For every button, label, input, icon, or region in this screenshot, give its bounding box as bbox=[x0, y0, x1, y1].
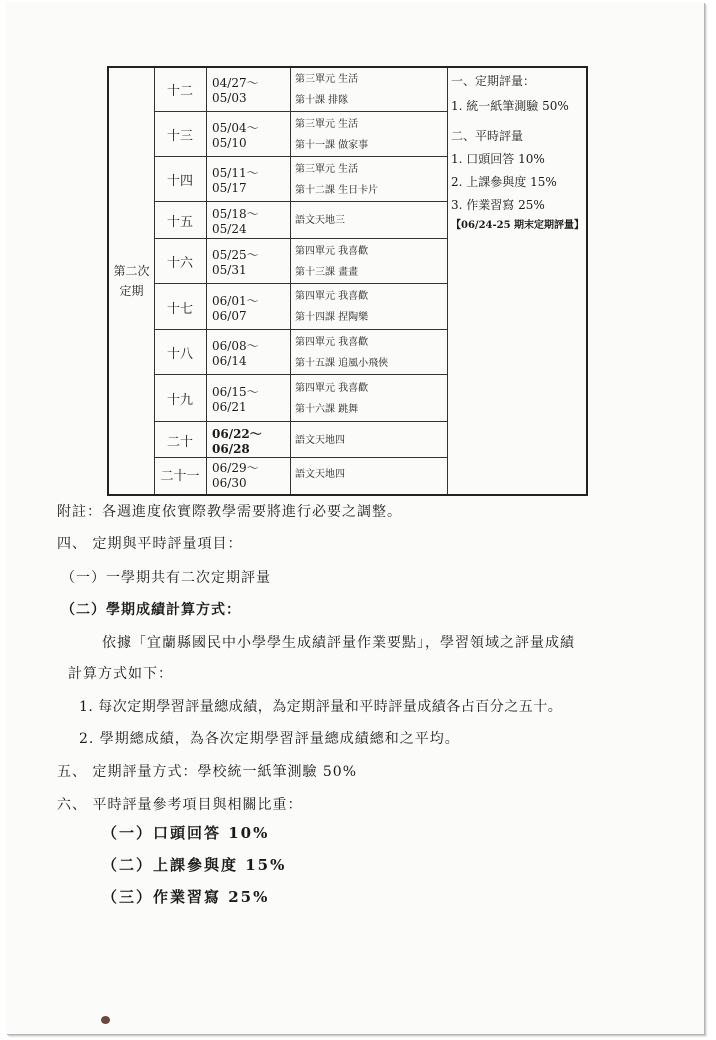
table-row bbox=[154, 329, 447, 375]
footnote: 附註：各週進度依實際教學需要將進行必要之調整。 bbox=[57, 504, 402, 520]
section-6-heading: 六、 平時評量參考項目與相關比重： bbox=[57, 797, 303, 813]
lesson-text: 第十四課 捏陶樂 bbox=[295, 312, 369, 323]
paper-speck bbox=[101, 1016, 110, 1024]
unit-text: 第四單元 我喜歡 bbox=[295, 245, 369, 257]
exam-date-note: 【06/24-25 期末定期評量】 bbox=[451, 220, 585, 231]
date-cell: 06/29～06/30 bbox=[212, 461, 259, 490]
section-4-item-2: （二）學期成績計算方式： bbox=[61, 602, 241, 618]
week-cell: 二十 bbox=[166, 434, 193, 450]
table-row bbox=[154, 111, 447, 157]
schedule-table bbox=[107, 66, 588, 496]
content-cell bbox=[290, 330, 447, 375]
week-cell: 十二 bbox=[166, 84, 193, 99]
date-cell: 05/18～05/24 bbox=[212, 207, 259, 236]
table-row bbox=[154, 238, 447, 284]
date-cell: 06/01～06/07 bbox=[212, 293, 259, 323]
daily-item-oral: （一）口頭回答 10% bbox=[102, 824, 270, 842]
date-cell: 06/15～06/21 bbox=[212, 385, 259, 414]
week-cell: 十四 bbox=[166, 174, 193, 189]
content-cell bbox=[290, 239, 447, 284]
table-row bbox=[154, 283, 447, 330]
table-row bbox=[154, 457, 447, 491]
content-cell bbox=[290, 157, 447, 202]
lesson-text: 第十課 排隊 bbox=[295, 94, 349, 106]
week-cell: 二十一 bbox=[160, 469, 200, 484]
lesson-text: 第十一課 做家事 bbox=[295, 139, 369, 151]
eval-heading-daily: 二、平時評量 bbox=[451, 129, 524, 143]
content-cell bbox=[290, 458, 447, 491]
week-cell: 十三 bbox=[166, 129, 193, 144]
table-row bbox=[154, 156, 447, 202]
term-cell bbox=[109, 68, 154, 494]
lesson-text: 第十五課 追風小飛俠 bbox=[295, 357, 389, 369]
unit-text: 語文天地四 bbox=[295, 434, 345, 446]
date-cell: 05/04～05/10 bbox=[212, 121, 259, 150]
table-row bbox=[154, 68, 447, 111]
unit-text: 第四單元 我喜歡 bbox=[295, 336, 369, 348]
table-row bbox=[154, 374, 447, 422]
daily-item-participation: （二）上課參與度 15% bbox=[102, 856, 287, 874]
table-row bbox=[154, 201, 447, 239]
eval-item: 3. 作業習寫 25% bbox=[451, 198, 545, 212]
week-cell: 十五 bbox=[166, 215, 193, 230]
lesson-text: 第十三課 畫畫 bbox=[295, 266, 359, 278]
content-cell bbox=[290, 202, 447, 239]
section-4-item-1: （一）一學期共有二次定期評量 bbox=[61, 570, 271, 586]
eval-item: 1. 口頭回答 10% bbox=[451, 152, 545, 166]
paragraph-line-2: 計算方式如下： bbox=[68, 666, 173, 682]
unit-text: 語文天地四 bbox=[295, 469, 345, 480]
section-4-heading: 四、 定期與平時評量項目： bbox=[57, 536, 243, 552]
unit-text: 第四單元 我喜歡 bbox=[295, 291, 369, 302]
date-cell: 06/08～06/14 bbox=[212, 339, 259, 368]
content-cell bbox=[290, 112, 447, 157]
date-cell: 05/25～05/31 bbox=[212, 248, 259, 277]
paragraph-line-1: 依據「宜蘭縣國民中小學學生成績評量作業要點」，學習領域之評量成績 bbox=[102, 635, 575, 651]
unit-text: 第四單元 我喜歡 bbox=[295, 382, 369, 394]
date-cell: 04/27～05/03 bbox=[212, 76, 259, 105]
lesson-text: 第十六課 跳舞 bbox=[295, 403, 359, 415]
section-5-heading: 五、 定期評量方式：學校統一紙筆測驗 50% bbox=[57, 764, 358, 780]
document-page bbox=[6, 2, 704, 1034]
date-cell: 05/11～05/17 bbox=[212, 166, 259, 195]
evaluation-cell bbox=[447, 68, 586, 494]
content-cell bbox=[290, 375, 447, 422]
table-row bbox=[154, 421, 447, 458]
unit-text: 語文天地三 bbox=[295, 215, 345, 226]
unit-text: 第三單元 生活 bbox=[295, 163, 359, 175]
unit-text: 第三單元 生活 bbox=[295, 73, 359, 85]
term-label-line2: 定期 bbox=[119, 284, 144, 298]
week-cell: 十八 bbox=[166, 347, 193, 362]
content-cell bbox=[290, 422, 447, 458]
term-label-line1: 第二次 bbox=[113, 264, 150, 278]
unit-text: 第三單元 生活 bbox=[295, 118, 359, 130]
calc-point-2: 2. 學期總成績，為各次定期學習評量總成績總和之平均。 bbox=[79, 731, 460, 747]
eval-item: 1. 統一紙筆測驗 50% bbox=[451, 99, 569, 113]
date-cell: 06/22～06/28 bbox=[212, 426, 262, 456]
content-cell bbox=[290, 284, 447, 330]
week-cell: 十九 bbox=[166, 393, 193, 408]
lesson-text: 第十二課 生日卡片 bbox=[295, 184, 379, 196]
calc-point-1: 1. 每次定期學習評量總成績，為定期評量和平時評量成績各占百分之五十。 bbox=[79, 699, 563, 715]
eval-heading-periodic: 一、定期評量： bbox=[451, 74, 536, 88]
daily-item-homework: （三）作業習寫 25% bbox=[102, 888, 270, 906]
content-cell bbox=[290, 68, 447, 111]
week-cell: 十七 bbox=[166, 301, 193, 317]
eval-item: 2. 上課參與度 15% bbox=[451, 175, 557, 189]
week-cell: 十六 bbox=[166, 256, 193, 271]
